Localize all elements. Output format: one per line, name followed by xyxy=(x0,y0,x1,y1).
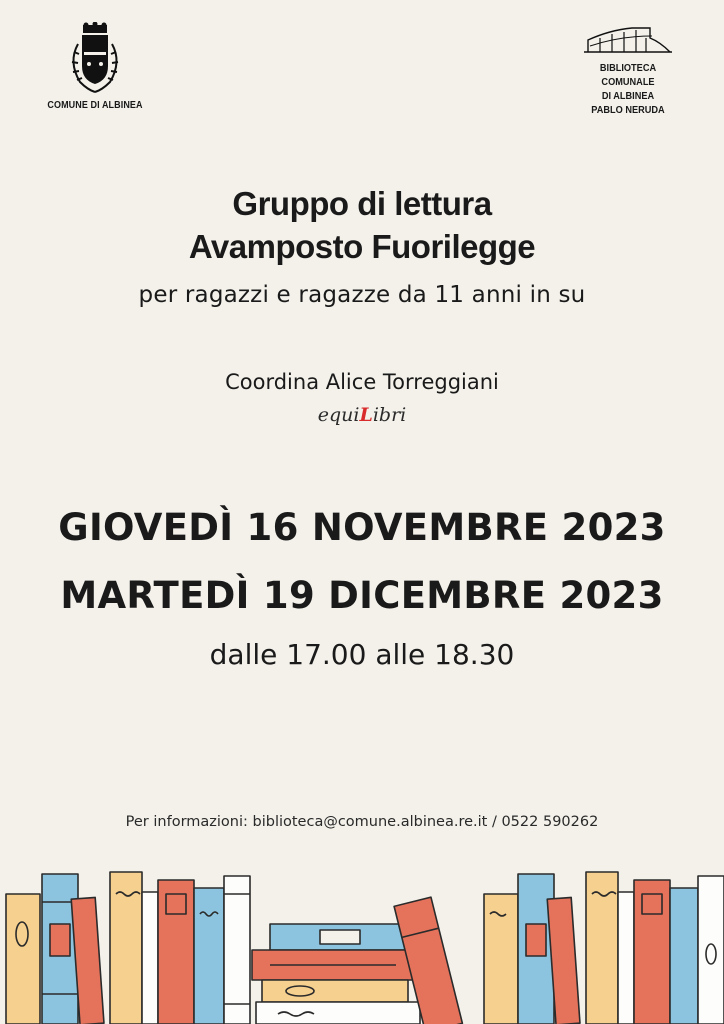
coordinator-text: Coordina Alice Torreggiani xyxy=(225,370,499,394)
biblioteca-caption-line-1: BIBLIOTECA COMUNALE xyxy=(599,63,657,88)
book-icon xyxy=(618,892,634,1024)
event-date-1: GIOVEDÌ 16 NOVEMBRE 2023 xyxy=(58,506,666,549)
biblioteca-logo xyxy=(568,24,688,118)
event-title xyxy=(0,182,724,268)
library-building-icon xyxy=(580,24,676,58)
book-icon xyxy=(634,880,670,1024)
book-icon xyxy=(670,888,698,1024)
contact-info: Per informazioni: biblioteca@comune.albinea.re.it / 0522 590262 xyxy=(125,814,599,830)
event-time: dalle 17.00 alle 18.30 xyxy=(209,638,515,671)
book-icon xyxy=(262,980,408,1002)
comune-logo xyxy=(40,22,150,111)
book-icon xyxy=(698,876,724,1024)
event-title-line-2: Avamposto Fuorilegge xyxy=(188,228,536,265)
book-icon xyxy=(6,894,40,1024)
coat-of-arms-icon xyxy=(62,22,128,96)
biblioteca-caption-line-2: DI ALBINEA xyxy=(601,91,655,102)
comune-caption: COMUNE DI ALBINEA xyxy=(47,100,143,111)
book-icon xyxy=(484,894,518,1024)
book-icon xyxy=(142,892,158,1024)
equilibri-highlight: L xyxy=(359,404,373,426)
biblioteca-caption-line-3: PABLO NERUDA xyxy=(591,105,665,116)
equilibri-logo xyxy=(0,404,724,426)
biblioteca-caption xyxy=(573,62,683,118)
book-icon xyxy=(194,888,224,1024)
event-subtitle: per ragazzi e ragazze da 11 anni in su xyxy=(138,282,586,308)
books-illustration xyxy=(0,854,724,1024)
event-date-2: MARTEDÌ 19 DICEMBRE 2023 xyxy=(60,574,664,617)
book-icon xyxy=(224,876,250,1024)
equilibri-suffix: ibri xyxy=(372,404,407,426)
equilibri-prefix: equi xyxy=(317,404,360,426)
event-title-line-1: Gruppo di lettura xyxy=(232,185,492,222)
book-icon xyxy=(158,880,194,1024)
